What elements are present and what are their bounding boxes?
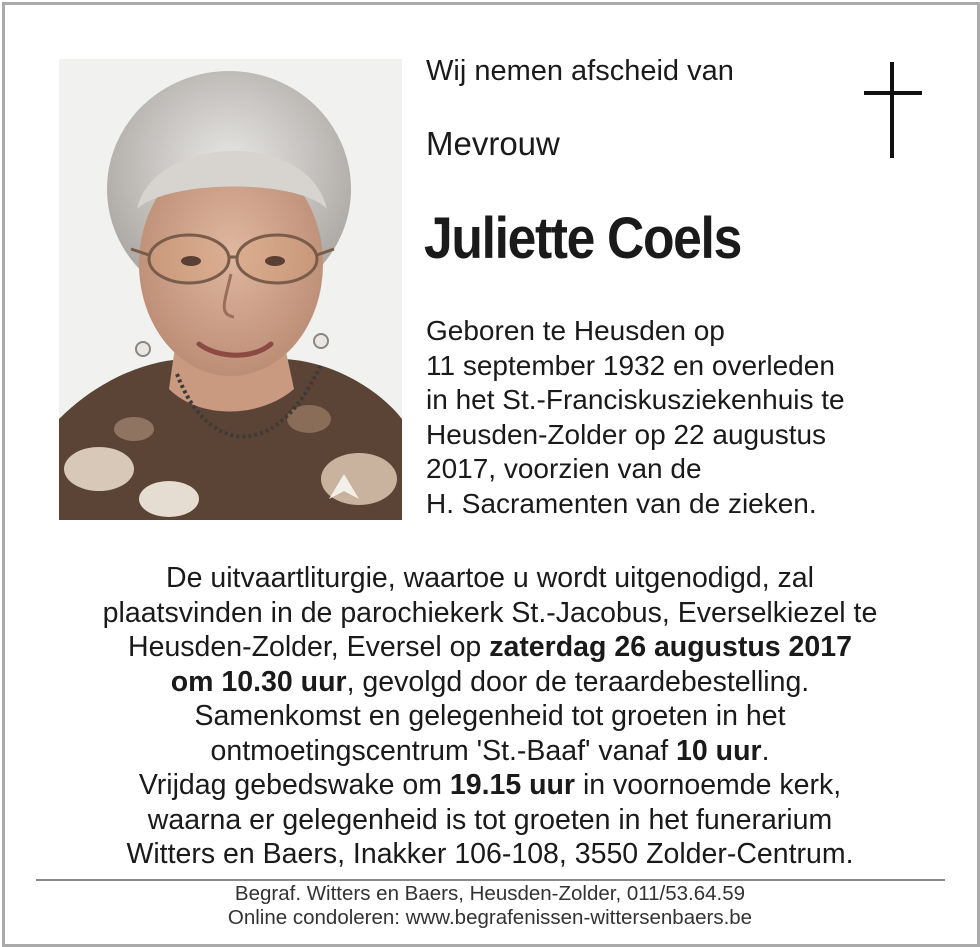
funeral-text: ontmoetingscentrum 'St.-Baaf' vanaf [210, 734, 677, 767]
latin-cross-icon [864, 62, 922, 158]
intro-text: Wij nemen afscheid van [426, 55, 734, 87]
funeral-line: De uitvaartliturgie, waartoe u wordt uitgenodigd, zal [166, 562, 814, 594]
funeral-time: om 10.30 uur [170, 665, 347, 698]
deceased-name: Juliette Coels [424, 206, 741, 271]
funeral-text: Vrijdag gebedswake om [138, 769, 450, 801]
funeral-line [30, 665, 950, 700]
funeral-line [30, 630, 950, 665]
bio-line: Heusden-Zolder op 22 augustus [426, 418, 827, 450]
funeral-line: waarna er gelegenheid is tot groeten in het funerarium [147, 803, 833, 836]
funeral-line [30, 768, 950, 803]
salutation: Mevrouw [426, 125, 560, 162]
funeral-text: , gevolgd door de teraardebestelling. [346, 665, 810, 698]
funeral-text: in voornoemde kerk, [575, 769, 842, 801]
funeral-date: zaterdag 26 augustus 2017 [489, 631, 852, 663]
funeral-details [30, 561, 950, 872]
funeral-line: Witters en Baers, Inakker 106-108, 3550 Zolder-Centrum. [126, 838, 854, 870]
footer [0, 882, 980, 930]
funeral-line: plaatsvinden in de parochiekerk St.-Jacobus, Everselkiezel te [102, 596, 878, 629]
bio-line: in het St.-Franciskusziekenhuis te [426, 384, 845, 415]
portrait-photo [59, 59, 402, 520]
funeral-line [30, 734, 950, 769]
funeral-text: . [761, 734, 770, 767]
bio-line: 11 september 1932 en overleden [426, 349, 835, 381]
gathering-time: 10 uur [676, 734, 762, 767]
undertaker-info: Begraf. Witters en Baers, Heusden-Zolder, 011/53.64.59 [234, 882, 746, 905]
funeral-line: Samenkomst en gelegenheid tot groeten in het [194, 700, 786, 732]
bio-line: 2017, voorzien van de [426, 453, 702, 484]
footer-divider [36, 879, 945, 881]
biography [426, 314, 946, 521]
vigil-time: 19.15 uur [449, 769, 576, 801]
bio-line: H. Sacramenten van de zieken. [426, 487, 817, 519]
online-condolence: Online condoleren: www.begrafenissen-wittersenbaers.be [227, 906, 753, 929]
funeral-text: Heusden-Zolder, Eversel op [128, 631, 490, 663]
bio-line: Geboren te Heusden op [426, 315, 725, 346]
